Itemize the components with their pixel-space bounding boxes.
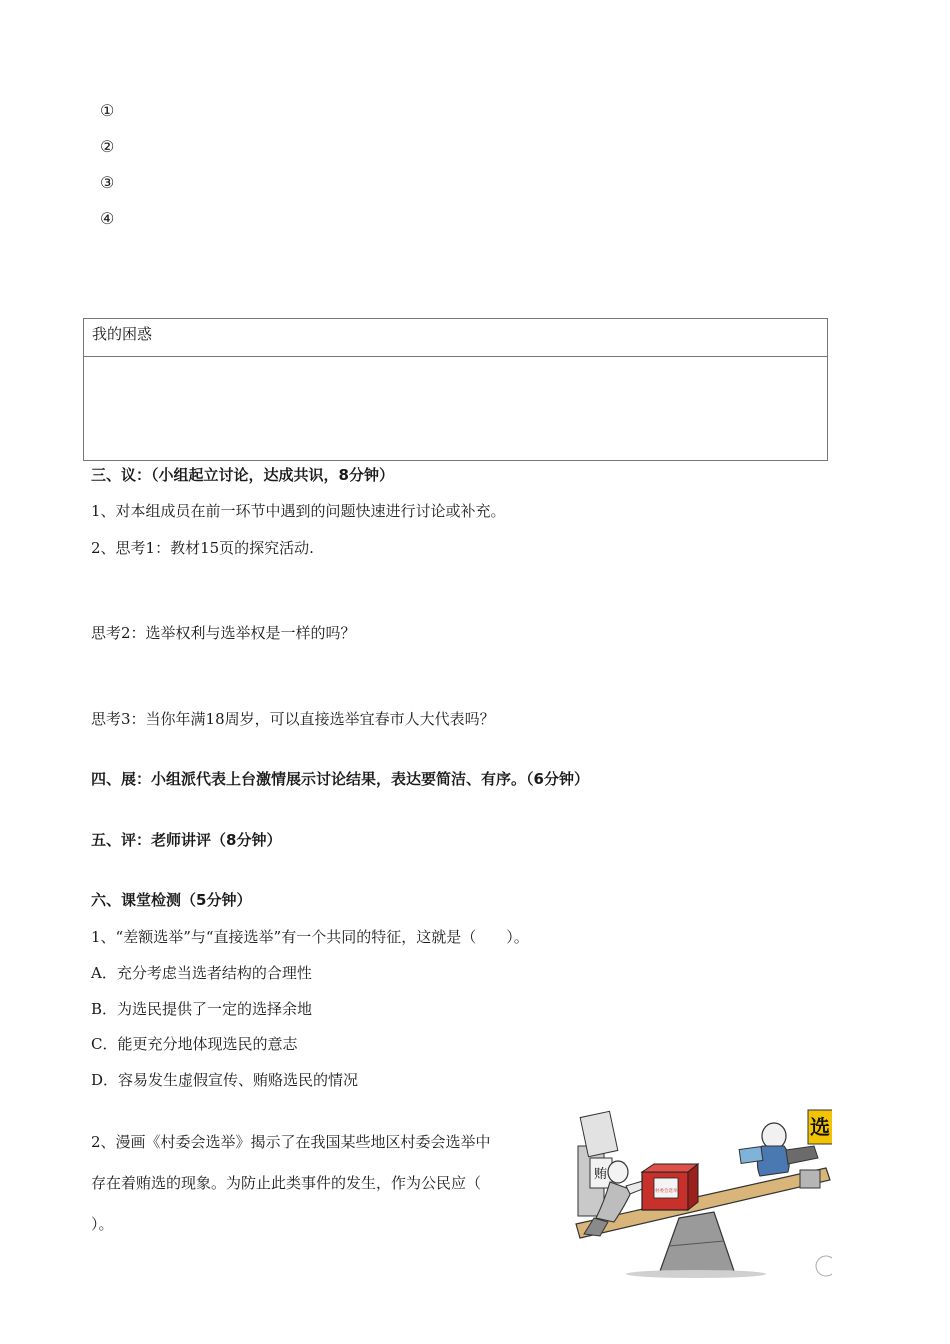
question-2-line-3: ）。 — [91, 1215, 114, 1233]
briber-head — [608, 1161, 628, 1183]
list-marker-1: ① — [100, 101, 115, 120]
confusion-box-title: 我的困惑 — [92, 325, 153, 343]
section-6-heading: 六、课堂检测（5分钟） — [91, 891, 252, 909]
section-4-heading: 四、展：小组派代表上台激情展示讨论结果，表达要简洁、有序。（6分钟） — [91, 770, 589, 788]
list-marker-2: ② — [100, 137, 115, 156]
section-3-think-3: 思考3：当你年满18周岁，可以直接选举宜春市人大代表吗？ — [91, 710, 495, 728]
list-marker-3: ③ — [100, 173, 115, 192]
question-1: 1、“差额选举”与“直接选举”有一个共同的特征，这就是（ ）。 — [91, 928, 529, 946]
bribe-bag-label: 贿 — [594, 1167, 608, 1182]
section-5-heading: 五、评：老师讲评（8分钟） — [91, 831, 282, 849]
cash-envelope — [739, 1147, 763, 1164]
election-sign-label: 选 — [810, 1115, 830, 1139]
question-1-option-c: C．能更充分地体现选民的意志 — [91, 1035, 298, 1053]
question-2-line-2: 存在着贿选的现象。为防止此类事件的发生，作为公民应（ — [91, 1174, 482, 1192]
section-3-item-1: 1、对本组成员在前一环节中遇到的问题快速进行讨论或补充。 — [91, 502, 506, 520]
question-2-line-1: 2、漫画《村委会选举》揭示了在我国某些地区村委会选举中 — [91, 1133, 491, 1151]
ballot-box-label: 村委会选举 — [655, 1189, 678, 1194]
official-body — [757, 1146, 789, 1176]
question-1-option-b: B．为选民提供了一定的选择余地 — [91, 1000, 313, 1018]
list-marker-4: ④ — [100, 209, 115, 228]
question-1-option-d: D．容易发生虚假宣传、贿赂选民的情况 — [91, 1071, 359, 1089]
village-election-cartoon — [574, 1106, 832, 1278]
confusion-box — [83, 318, 828, 461]
official-head — [762, 1123, 786, 1149]
section-3-item-2: 2、思考1：教材15页的探究活动. — [91, 539, 314, 557]
confusion-box-body[interactable] — [84, 357, 827, 460]
section-3-think-2: 思考2：选举权利与选举权是一样的吗？ — [91, 624, 356, 642]
confusion-box-header — [84, 319, 827, 357]
section-3-heading: 三、议：（小组起立讨论，达成共识，8分钟） — [91, 466, 394, 484]
question-1-option-a: A．充分考虑当选者结构的合理性 — [91, 964, 312, 982]
